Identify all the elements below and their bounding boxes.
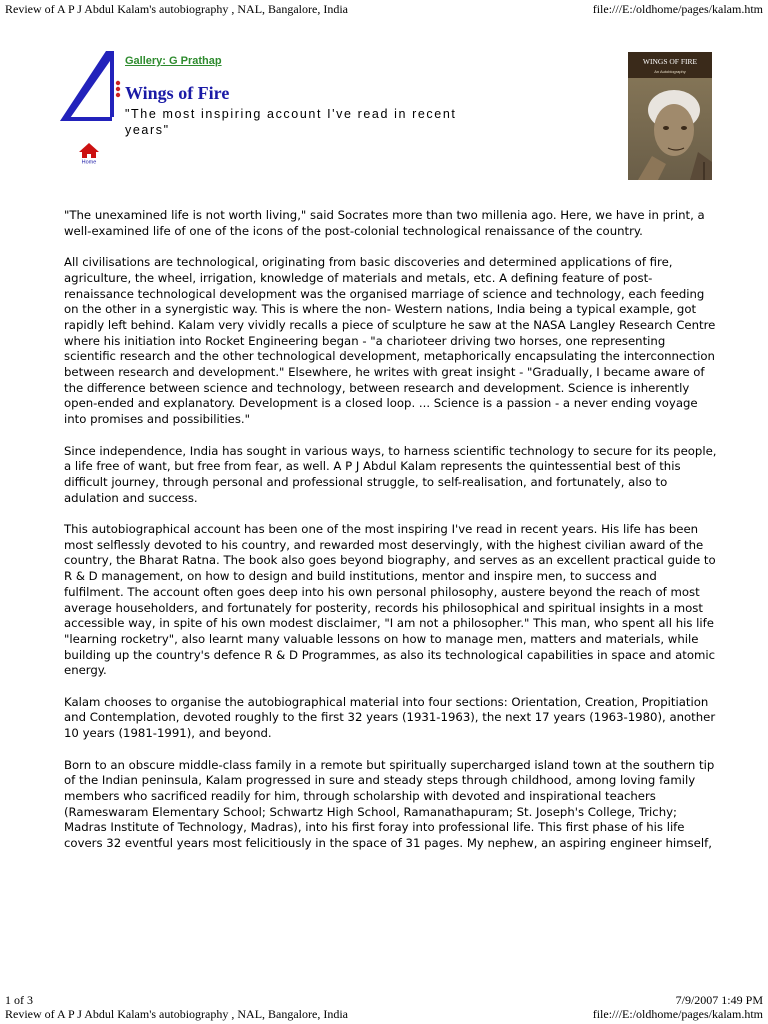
print-datetime: 7/9/2007 1:49 PM [675, 993, 763, 1007]
paragraph: This autobiographical account has been one of the most inspiring I've read in recent years. His life has been most selflessly devoted to his country, and rewarded most deservingly, with the highest civilian award of the country, the Bharat Ratna. The book also goes beyond biography, and serves as an excellent practical guide to R & D management, on how to design and build institutions, mentor and inspire men, to success and fulfilment. The account often goes deep into his own personal philosophy, austere beyond the reach of most average householders, and fortunately for posterity, records his philosophical and spiritual insights in a most accessible way, in spite of his own modest disclaimer, "I am not a philosopher." This man, who spent all his life "learning rocketry", also learnt many valuable lessons on how to manage men, matters and materials, while building up the country's defence R & D Programmes, as also its technological capabilities in space and atomic energy. [64, 522, 716, 678]
print-footer-url: file:///E:/oldhome/pages/kalam.htm [592, 1007, 763, 1021]
paragraph: "The unexamined life is not worth living," said Socrates more than two millenia ago. Here, we have in print, a well-examined life of one of the icons of the post-colonial technological renaissance of the country. [64, 208, 705, 238]
cover-subtitle: An Autobiography [654, 69, 686, 74]
cover-title: WINGS OF FIRE [642, 57, 698, 66]
home-button[interactable] [78, 142, 100, 164]
print-header-url: file:///E:/oldhome/pages/kalam.htm [592, 2, 763, 16]
paragraph: Kalam chooses to organise the autobiographical material into four sections: Orientation, Creation, Propitiation and Contemplation, devoted roughly to the first 32 years (1931-1963), the next 17 years (1963-1980), another 10 years (1981-1991), and beyond. [64, 694, 716, 741]
home-icon [78, 142, 100, 164]
print-header-title: Review of A P J Abdul Kalam's autobiography , NAL, Bangalore, India [5, 2, 348, 16]
tagline: "The most inspiring account I've read in recent years" [125, 107, 457, 137]
print-footer [5, 993, 763, 1023]
nal-logo-icon [56, 49, 122, 125]
page-title: Wings of Fire [125, 83, 230, 103]
page-number: 1 of 3 [5, 993, 33, 1007]
book-cover-image [628, 52, 712, 180]
article-body [64, 208, 718, 867]
print-header [5, 2, 763, 18]
gallery-link[interactable]: Gallery: G Prathap [125, 55, 222, 67]
paragraph: Since independence, India has sought in various ways, to harness scientific technology to secure for its people, a life free of want, but free from fear, as well. A P J Abdul Kalam represents the quintessential best of this difficult journey, through personal and professional struggle, to self-realisation, and fortunately, also to adulation and success. [64, 443, 717, 505]
paragraph: All civilisations are technological, originating from basic discoveries and determined applications of fire, agriculture, the wheel, irrigation, knowledge of materials and metals, etc. A defining feature of post-renaissance technological development was the organised marriage of science and technology, each feeding on the other in a synergistic way. This is where the non- Western nations, India being a typical example, got rapidly left behind. Kalam very vividly recalls a piece of sculpture he saw at the NASA Langley Research Centre where his initiation into Rocket Engineering began - "a charioteer driving two horses, one representing scientific research and the other technological development, metaphorically encapsulating the interconnection between research and development." Elsewhere, he writes with great insight - "Gradually, I became aware of the difference between science and technology, between research and development. Science is inherently open-ended and explanatory. Development is a closed loop. ... Science is a passion - a never ending voyage into promises and possibilities." [64, 255, 716, 427]
print-footer-title: Review of A P J Abdul Kalam's autobiography , NAL, Bangalore, India [5, 1007, 348, 1021]
paragraph: Born to an obscure middle-class family in a remote but spiritually supercharged island town at the southern tip of the Indian peninsula, Kalam progressed in sure and steady steps through childhood, among loving family members who sacrificed readily for him, through scholarship with devoted and inspirational teachers (Rameswaram Elementary School; Schwartz High School, Ramanathapuram; St. Joseph's College, Trichy; Madras Institute of Technology, Madras), into his first foray into professional life. This first phase of his life covers 32 eventful years most felicitiously in the space of 31 pages. My nephew, an aspiring engineer himself, [64, 757, 715, 851]
home-label: Home [81, 159, 97, 164]
